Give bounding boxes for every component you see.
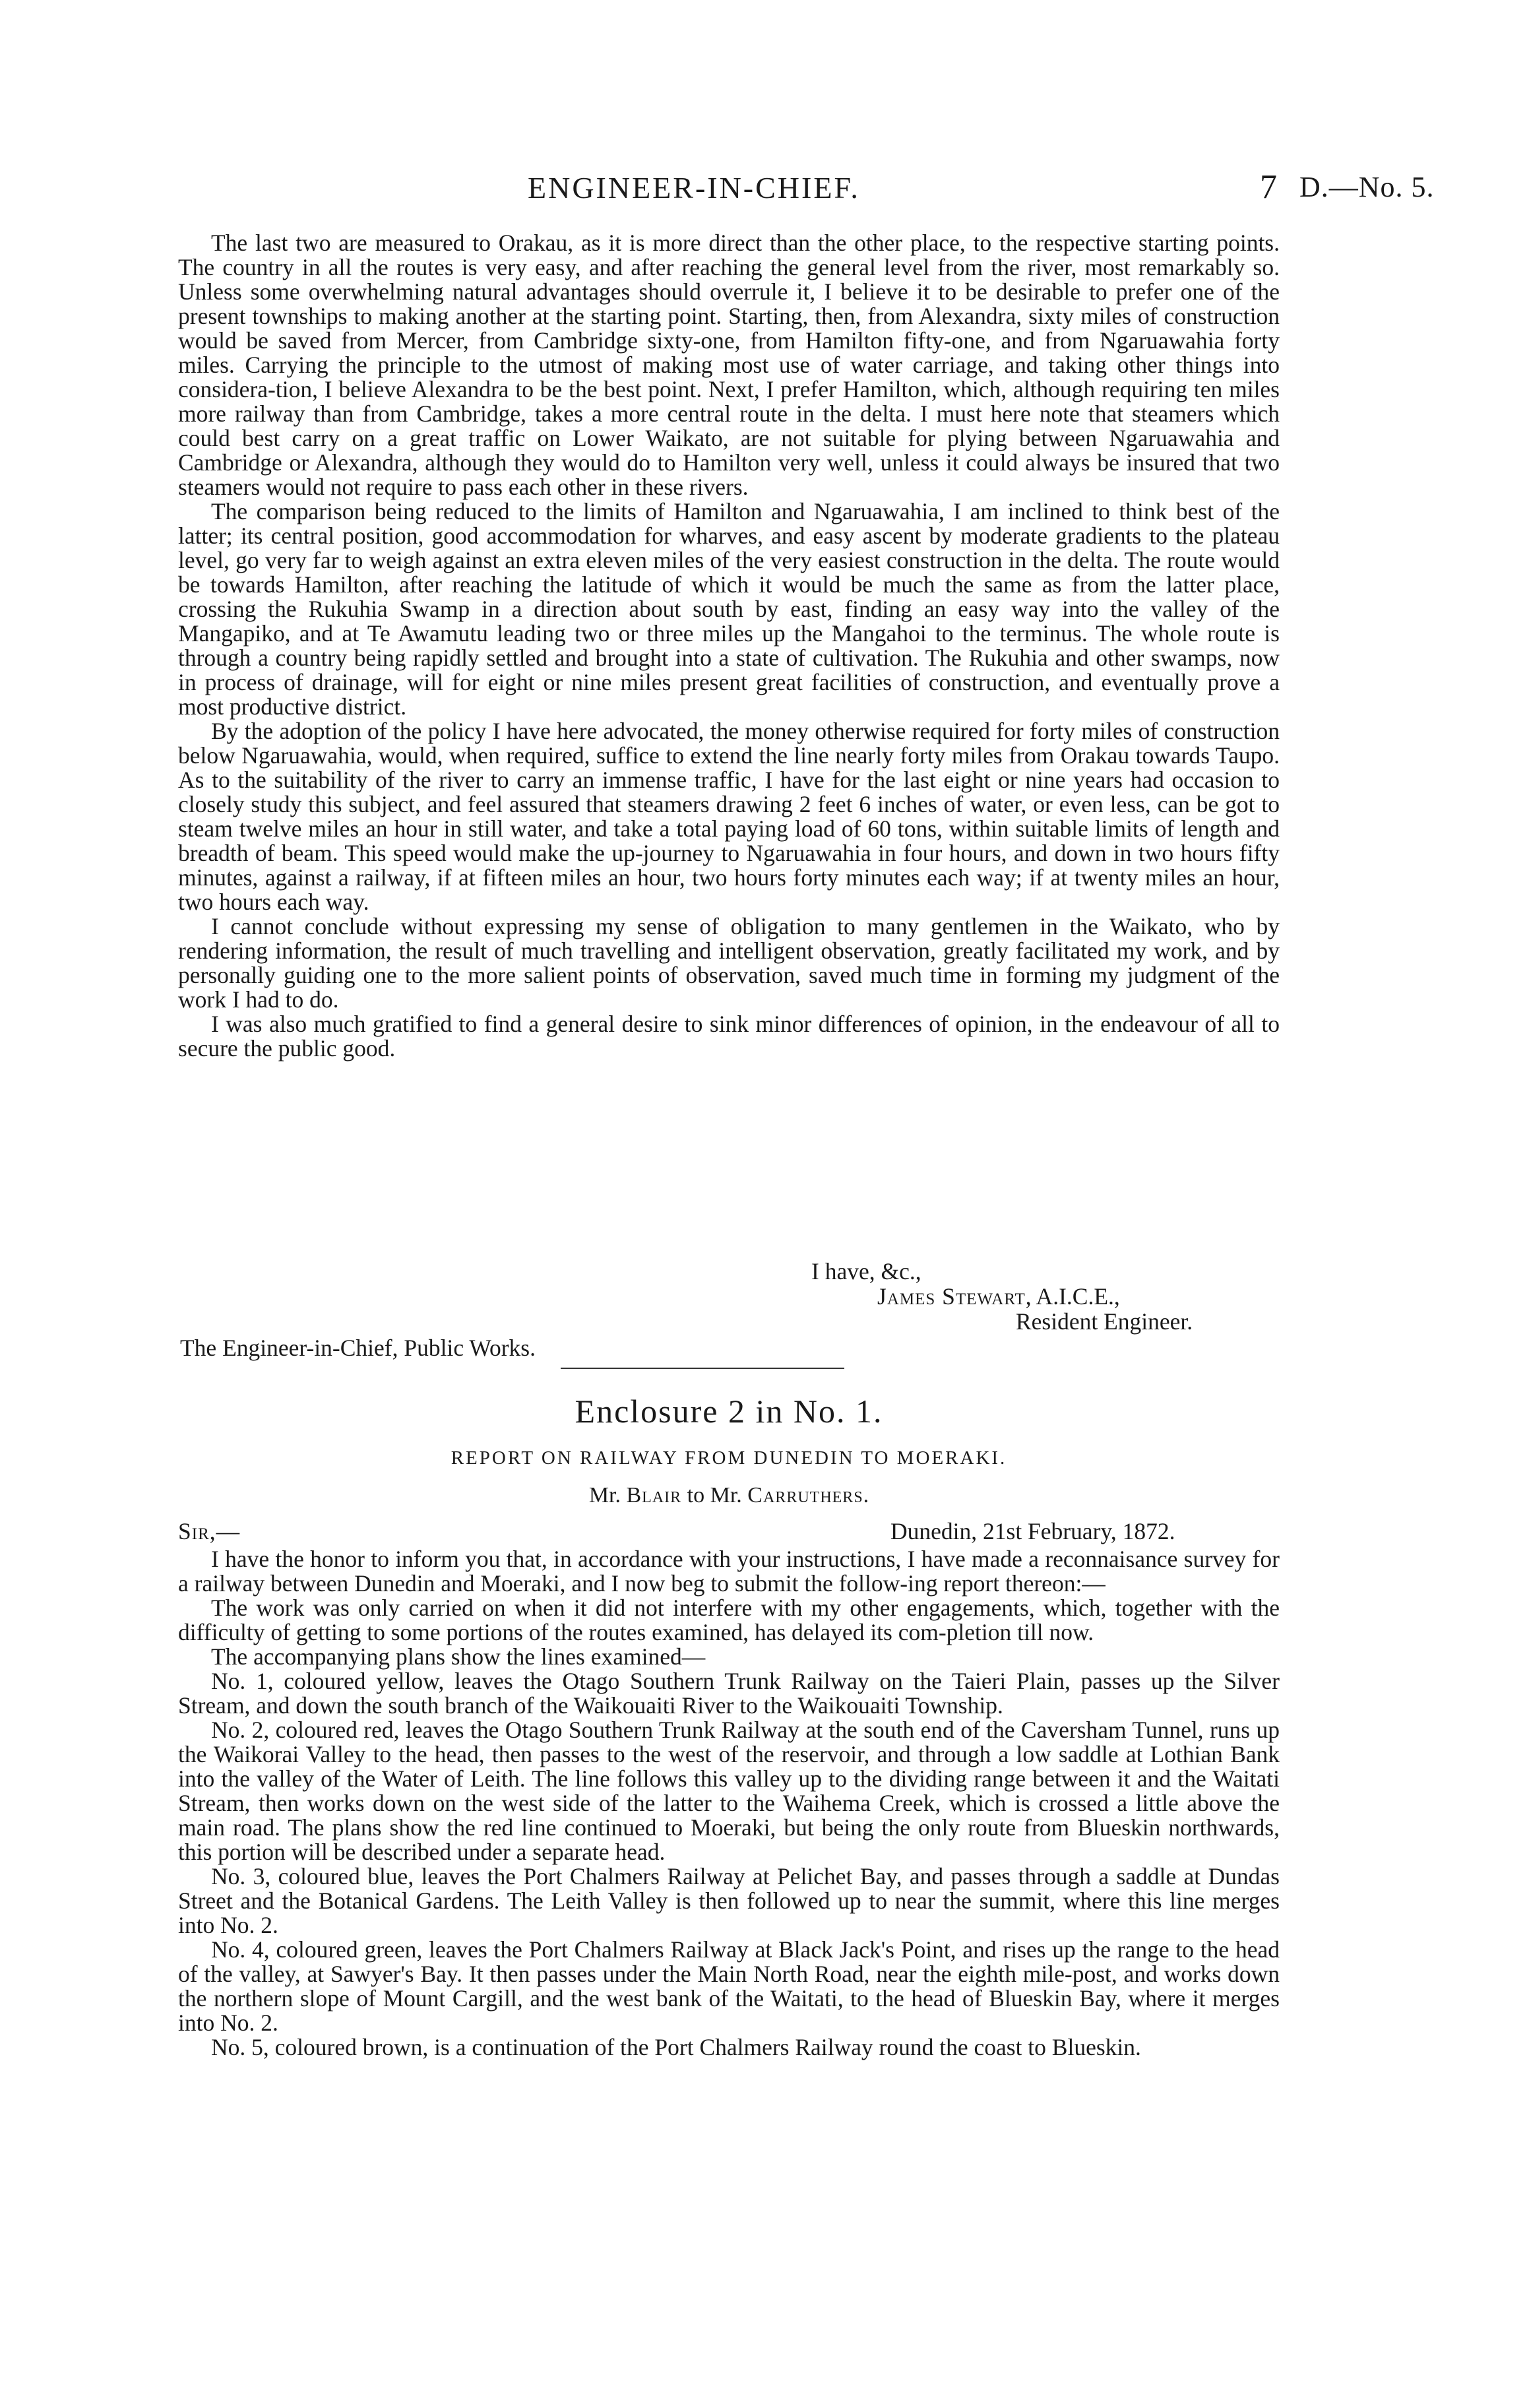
paragraph: No. 4, coloured green, leaves the Port Chalmers Railway at Black Jack's Point, and rises up the range to the head of the valley, at Sawyer's Bay. It then passes under the Main North Road, near the eighth mile-post, and works down the northern slope of Mount Cargill, and the west bank of the Waitati, to the head of Blueskin Bay, where it merges into No. 2.	[178, 1936, 1280, 2036]
running-title: ENGINEER-IN-CHIEF.	[528, 171, 860, 205]
page-header	[178, 168, 1435, 210]
paragraph: I have the honor to inform you that, in accordance with your instructions, I have made a reconnaisance survey for a railway between Dunedin and Moeraki, and I now beg to submit the follow-ing report thereon:—	[178, 1546, 1280, 1597]
paragraph: No. 3, coloured blue, leaves the Port Chalmers Railway at Pelichet Bay, and passes through a saddle at Dundas Street and the Botanical Gardens. The Leith Valley is then followed up to near the summit, where this line merges into No. 2.	[178, 1863, 1280, 1938]
dateline: Dunedin, 21st February, 1872.	[890, 1518, 1175, 1544]
letter-body	[178, 231, 1280, 1061]
paragraph: I cannot conclude without expressing my sense of obligation to many gentlemen in the Waikato, who by rendering information, the result of much travelling and intelligent observation, greatly facilitated my work, and by personally guiding one to the more salient points of observation, saved much time in forming my judgment of the work I had to do.	[178, 913, 1280, 1013]
from-prefix: Mr.	[588, 1483, 627, 1507]
series-reference: D.—No. 5.	[1299, 171, 1435, 203]
paragraph: The last two are measured to Orakau, as it is more direct than the other place, to the respective starting points. The country in all the routes is very easy, and after reaching the general level from the river, most remarkably so. Unless some overwhelming natural advantages should overrule it, I believe it to be desirable to prefer one of the present townships to making another at the starting point. Starting, then, from Alexandra, sixty miles of construction would be saved from Mercer, from Cambridge sixty-one, from Hamilton fifty-one, and from Ngaruawahia forty miles. Carrying the principle to the utmost of making most use of water carriage, and taking other things into considera-tion, I believe Alexandra to be the best point. Next, I prefer Hamilton, which, although requiring ten miles more railway than from Cambridge, takes a more central route in the delta. I must here note that steamers which could best carry on a great traffic on Lower Waikato, are not suitable for plying between Ngaruawahia and Cambridge or Alexandra, although they would do to Hamilton very well, unless it could always be insured that two steamers would not require to pass each other in these rivers.	[178, 230, 1280, 500]
from-to-line	[178, 1483, 1280, 1508]
signatory-title: Resident Engineer.	[1016, 1308, 1193, 1335]
paragraph: I was also much gratified to find a general desire to sink minor differences of opinion, in the endeavour of all to secure the public good.	[178, 1011, 1280, 1061]
section-divider	[561, 1368, 844, 1369]
closing: I have, &c.,	[811, 1258, 921, 1284]
paragraph: No. 2, coloured red, leaves the Otago Southern Trunk Railway at the south end of the Caversham Tunnel, runs up the Waikorai Valley to the head, then passes to the west of the reservoir, and through a low saddle at Lothian Bank into the valley of the Water of Leith. The line follows this valley up to the dividing range between it and the Waitati Stream, then works down on the west side of the latter to the Waihema Creek, which is crossed a little above the main road. The plans show the red line continued to Moeraki, but being the only route from Blueskin northwards, this portion will be described under a separate head.	[178, 1717, 1280, 1865]
salutation: Sir,—	[178, 1518, 241, 1544]
paragraph: The accompanying plans show the lines examined—	[211, 1643, 706, 1670]
signature-line	[877, 1283, 1120, 1310]
paragraph: No. 1, coloured yellow, leaves the Otago Southern Trunk Railway on the Taieri Plain, passes up the Silver Stream, and down the south branch of the Waikouaiti River to the Waikouaiti Township.	[178, 1668, 1280, 1719]
report-title: REPORT ON RAILWAY FROM DUNEDIN TO MOERAKI.	[451, 1447, 1007, 1469]
to-name: Carruthers	[747, 1483, 863, 1507]
paragraph: By the adoption of the policy I have here advocated, the money otherwise required for forty miles of construction below Ngaruawahia, would, when required, suffice to extend the line nearly forty miles from Orakau towards Taupo. As to the suitability of the river to carry an immense traffic, I have for the last eight or nine years had occasion to closely study this subject, and feel assured that steamers drawing 2 feet 6 inches of water, or even less, can be got to steam twelve miles an hour in still water, and take a total paying load of 60 tons, within suitable limits of length and breadth of beam. This speed would make the up-journey to Ngaruawahia in four hours, and down in two hours fifty minutes, against a railway, if at fifteen miles an hour, two hours forty minutes each way; if at twenty miles an hour, two hours each way.	[178, 718, 1280, 915]
addressee: The Engineer-in-Chief, Public Works.	[180, 1335, 536, 1361]
signatory-name: James Stewart	[877, 1283, 1026, 1310]
enclosure-heading: Enclosure 2 in No. 1.	[575, 1393, 883, 1430]
paragraph: The work was only carried on when it did not interfere with my other engagements, which, together with the difficulty of getting to some portions of the routes examined, has delayed its com-pletion till now.	[178, 1595, 1280, 1645]
from-name: Blair	[626, 1483, 682, 1507]
page-number: 7	[1260, 168, 1279, 206]
paragraph: The comparison being reduced to the limits of Hamilton and Ngaruawahia, I am inclined to think best of the latter; its central position, good accommodation for wharves, and easy ascent by moderate gradients to the plateau level, go very far to weigh against an extra eleven miles of the very easiest construction in the delta. The route would be towards Hamilton, after reaching the latitude of which it would be much the same as from the latter place, crossing the Rukuhia Swamp in a direction about south by east, finding an easy way into the valley of the Mangapiko, and at Te Awamutu leading two or three miles up the Mangahoi to the terminus. The whole route is through a country being rapidly settled and brought into a state of cultivation. The Rukuhia and other swamps, now in process of drainage, will for eight or nine miles present great facilities of construction, and eventually prove a most productive district.	[178, 498, 1280, 720]
to-word: to Mr.	[681, 1483, 748, 1507]
paragraph: No. 5, coloured brown, is a continuation of the Port Chalmers Railway round the coast to Blueskin.	[211, 2034, 1141, 2060]
report-body	[178, 1547, 1280, 2060]
to-end: .	[863, 1483, 869, 1507]
signatory-credentials: , A.I.C.E.,	[1025, 1283, 1120, 1310]
